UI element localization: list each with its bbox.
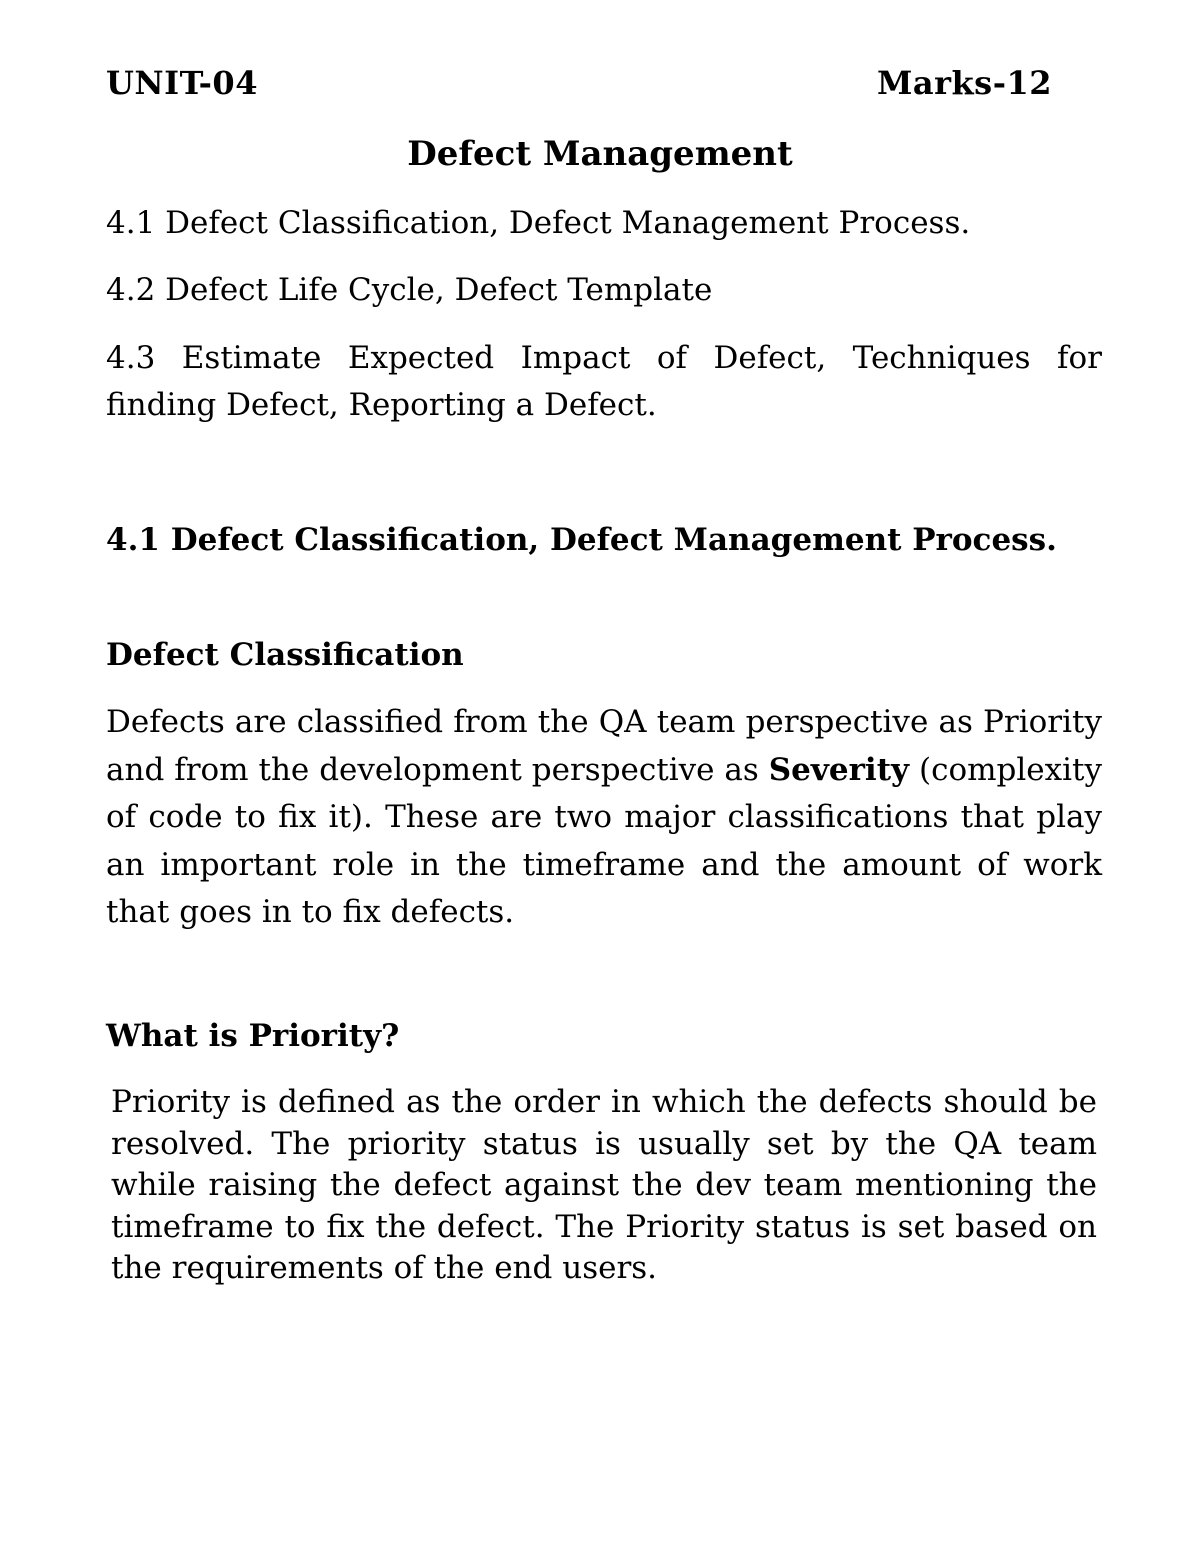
toc-item-4-2: 4.2 Defect Life Cycle, Defect Template bbox=[106, 272, 713, 308]
section-heading-4-1: 4.1 Defect Classification, Defect Management Process. bbox=[106, 522, 1057, 558]
unit-label: UNIT-04 bbox=[106, 64, 258, 102]
document-title: Defect Management bbox=[407, 134, 793, 174]
defect-classification-heading: Defect Classification bbox=[106, 637, 464, 673]
paragraph-text-part2: (complexity of code to fix it). These are two major classifications that play an important role in the timeframe and the amount of work that goes in to fix defects. bbox=[106, 751, 1102, 930]
severity-term: Severity bbox=[768, 751, 910, 788]
paragraph-text-part1: Defects are classified from the QA team perspective as Priority and from the development perspective as bbox=[106, 704, 1102, 788]
defect-classification-paragraph bbox=[106, 699, 1102, 937]
header-row bbox=[106, 60, 1052, 106]
priority-heading: What is Priority? bbox=[106, 1018, 400, 1054]
marks-label: Marks-12 bbox=[876, 64, 1052, 102]
priority-paragraph: Priority is defined as the order in which the defects should be resolved. The priority status is usually set by the QA team while raising the defect against the dev team mentioning the timeframe to fix the defect. The Priority status is set based on the requirements of the end users. bbox=[111, 1084, 1097, 1286]
toc-item-4-1: 4.1 Defect Classification, Defect Management Process. bbox=[106, 205, 971, 241]
toc-item-4-3: 4.3 Estimate Expected Impact of Defect, Techniques for finding Defect, Reporting a Defect. bbox=[106, 340, 1102, 423]
